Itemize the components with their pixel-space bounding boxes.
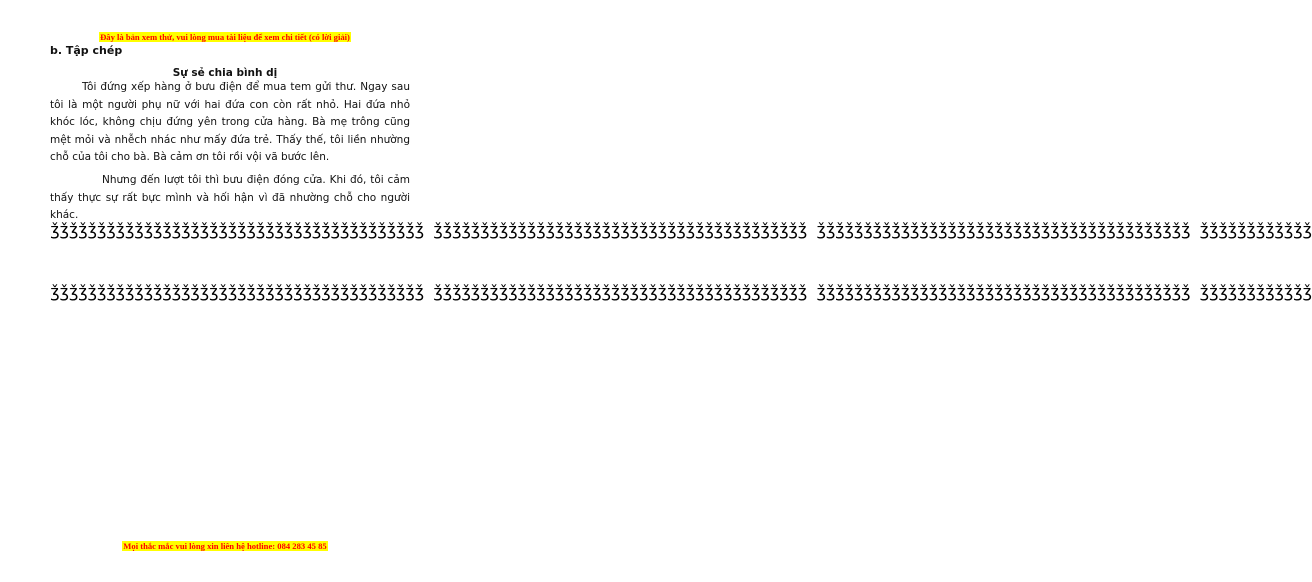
writing-practice-block-2: ǯǯǯǯǯǯǯǯǯǯǯǯǯǯǯǯǯǯǯǯǯǯǯǯǯǯǯǯǯǯǯǯǯǯǯǯǯǯǯǯ ǯǯǯǯǯǯǯǯǯǯǯǯǯǯǯǯǯǯǯǯǯǯǯǯǯǯǯǯǯǯǯǯǯǯǯǯǯǯǯǯ ǯǯǯǯǯǯǯǯǯǯǯǯǯǯǯǯǯǯǯǯǯǯǯǯǯǯǯǯǯǯǯǯǯǯǯǯǯǯǯǯ ǯǯǯǯǯǯǯǯǯǯǯǯ	[50, 282, 1312, 301]
preview-notice-text: Đây là bản xem thử, vui lòng mua tài liệu để xem chi tiết (có lời giải)	[100, 32, 350, 42]
footer-contact	[0, 534, 450, 553]
footer-contact-text: Mọi thắc mắc vui lòng xin liên hệ hotline: 084 283 45 85	[123, 541, 327, 551]
story-paragraph-2: Nhưng đến lượt tôi thì bưu điện đóng cửa. Khi đó, tôi cảm thấy thực sự rất bực mình và hối hận vì đã nhường chỗ cho người khác.	[50, 174, 410, 221]
writing-practice-block-1: ǯǯǯǯǯǯǯǯǯǯǯǯǯǯǯǯǯǯǯǯǯǯǯǯǯǯǯǯǯǯǯǯǯǯǯǯǯǯǯǯ ǯǯǯǯǯǯǯǯǯǯǯǯǯǯǯǯǯǯǯǯǯǯǯǯǯǯǯǯǯǯǯǯǯǯǯǯǯǯǯǯ ǯǯǯǯǯǯǯǯǯǯǯǯǯǯǯǯǯǯǯǯǯǯǯǯǯǯǯǯǯǯǯǯǯǯǯǯǯǯǯǯ ǯǯǯǯǯǯǯǯǯǯǯǯ	[50, 220, 1312, 239]
section-heading: b. Tập chép	[50, 44, 123, 57]
story-paragraph-1: Tôi đứng xếp hàng ở bưu điện để mua tem gửi thư. Ngay sau tôi là một người phụ nữ với hai đứa con còn rất nhỏ. Hai đứa nhỏ khóc lóc, không chịu đứng yên trong cửa hàng. Bà mẹ trông cũng mệt mỏi và nhễch nhác như mấy đứa trẻ. Thấy thế, tôi liền nhường chỗ của tôi cho bà. Bà cảm ơn tôi rồi vội vã bước lên.	[50, 81, 410, 163]
story-title: Sự sẻ chia bình dị	[172, 67, 278, 79]
preview-notice-banner	[0, 25, 450, 44]
